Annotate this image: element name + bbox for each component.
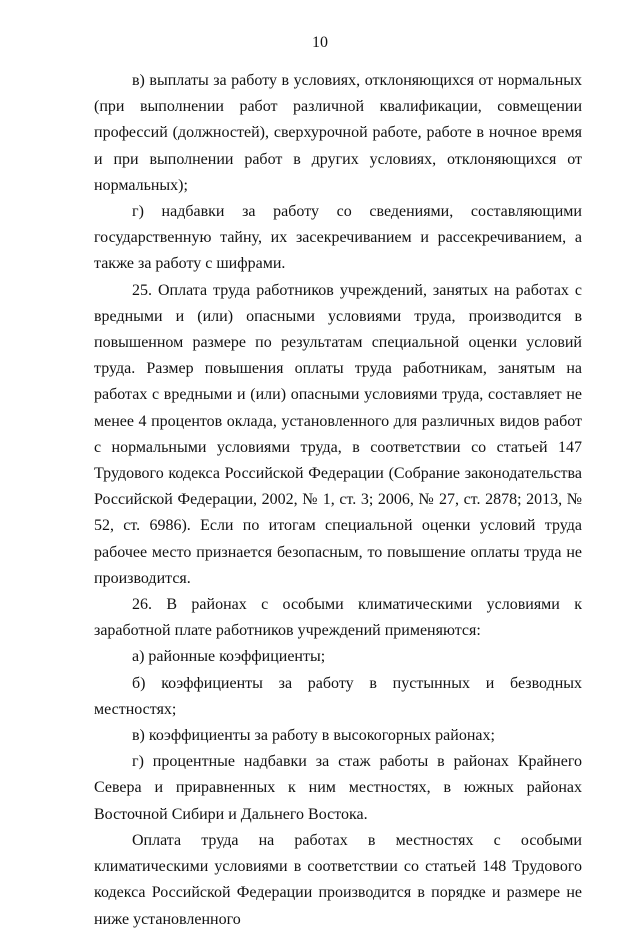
list-item-a: а) районные коэффициенты; bbox=[132, 648, 326, 666]
paragraph-25-hazardous-work: 25. Оплата труда работников учреждений, занятых на работах с вредными и (или) опасными условиями труда, производится в повышенном размере по результатам специальной оценки условий труда. Размер повышения оплаты труда работникам, занятым на работах с вредными и (или) опасными условиями труда, составляет не менее 4 процентов оклада, установленного для различных видов работ с нормальными условиями труда, в соответствии со статьей 147 Трудового кодекса Российской Федерации (Собрание законодательства Российской Федерации, 2002, № 1, ст. 3; 2006, № 27, ст. 2878; 2013, № 52, ст. 6986). Если по итогам специальной оценки условий труда рабочее место признается безопасным, то повышение оплаты труда не производится. bbox=[94, 281, 582, 587]
list-item-b: б) коэффициенты за работу в пустынных и безводных местностях; bbox=[94, 674, 582, 718]
paragraph-g-secret-allowances: г) надбавки за работу со сведениями, составляющими государственную тайну, их засекречиванием и рассекречиванием, а также за работу с шифрами. bbox=[94, 203, 582, 273]
page-number: 10 bbox=[312, 34, 328, 51]
list-item-g: г) процентные надбавки за стаж работы в районах Крайнего Севера и приравненных к ним местностях, в южных районах Восточной Сибири и Дальнего Востока. bbox=[94, 753, 582, 823]
paragraph-climatic-pay: Оплата труда на работах в местностях с особыми климатическими условиями в соответствии со статьей 148 Трудового кодекса Российской Федерации производится в порядке и размере не ниже установленного bbox=[94, 831, 582, 928]
paragraph-v-payments: в) выплаты за работу в условиях, отклоняющихся от нормальных (при выполнении работ различной квалификации, совмещении профессий (должностей), сверхурочной работе, работе в ночное время и при выполнении работ в других условиях, отклоняющихся от нормальных); bbox=[94, 72, 582, 194]
paragraph-26-climatic-regions: 26. В районах с особыми климатическими условиями к заработной плате работников учреждений применяются: bbox=[94, 596, 582, 640]
list-item-v: в) коэффициенты за работу в высокогорных районах; bbox=[132, 727, 495, 745]
document-body bbox=[94, 68, 582, 933]
